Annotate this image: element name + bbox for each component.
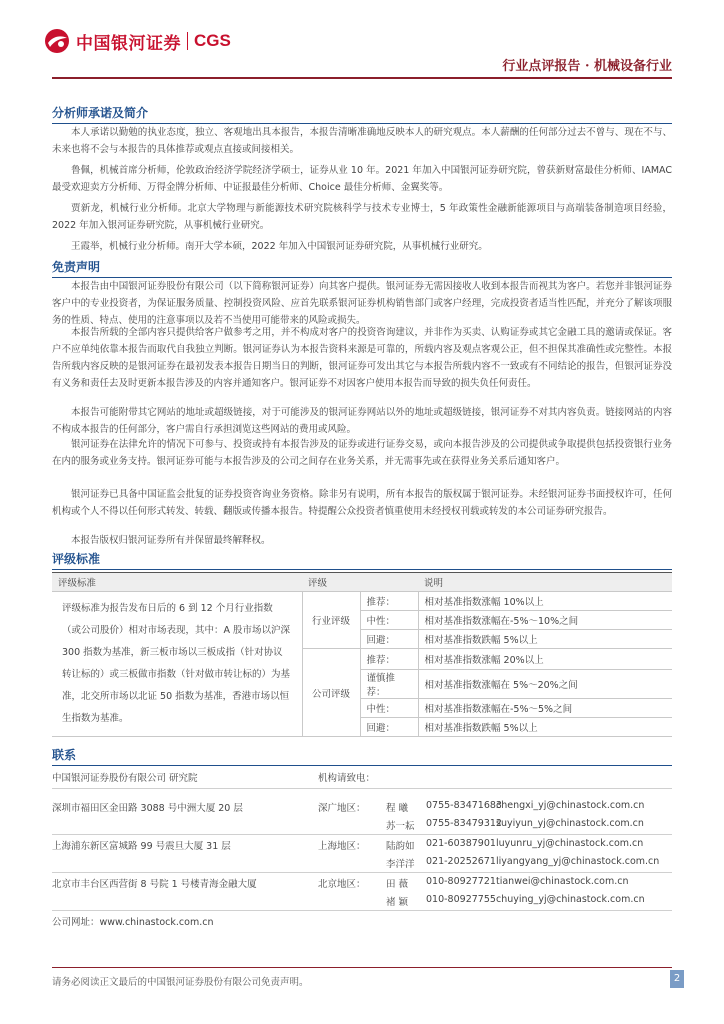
contact-name: 陆韵如 xyxy=(386,841,415,852)
header-rating: 评级 xyxy=(302,573,360,592)
rating-desc: 相对基准指数涨幅 10%以上 xyxy=(418,592,672,611)
contact-phone: 010-80927721 xyxy=(426,876,496,887)
disclaimer-para-4: 银河证券在法律允许的情况下可参与、投资或持有本报告涉及的证券或进行证券交易，或向本报告涉及的公司提供或争取提供包括投资银行业务在内的服务或业务支持。银河证券可能与本报告涉及的公司之间存在业务关系，并无需事先或在获得业务关系后通知客户。 xyxy=(52,439,672,467)
company-rating-label: 公司评级 xyxy=(302,649,360,737)
contact-row-shanghai-1 xyxy=(52,838,672,856)
rating-label: 回避： xyxy=(360,630,418,649)
rating-section-title: 评级标准 xyxy=(52,550,672,570)
office-address: 深圳市福田区金田路 3088 号中洲大厦 20 层 xyxy=(52,803,243,814)
disclaimer-para-3: 本报告可能附带其它网站的地址或超级链接，对于可能涉及的银河证券网站以外的地址或超级链接，银河证券不对其内容负责。链接网站的内容不构成本报告的任何部分，客户需自行承担浏览这些网站的费用或风险。 xyxy=(52,407,672,435)
disclaimer-section-title: 免责声明 xyxy=(52,258,672,278)
contact-email[interactable]: tianwei@chinastock.com.cn xyxy=(496,876,629,887)
office-region: 北京地区： xyxy=(318,879,366,890)
divider xyxy=(52,910,672,911)
galaxy-logo-icon xyxy=(44,28,70,54)
divider xyxy=(52,834,672,835)
rating-desc: 相对基准指数涨幅在-5%～10%之间 xyxy=(418,611,672,630)
contact-phone: 0755-83471683 xyxy=(426,800,502,811)
company-name: 中国银河证券股份有限公司 研究院 xyxy=(52,773,198,784)
sales-header: 机构请致电： xyxy=(318,773,376,784)
contact-phone: 021-60387901 xyxy=(426,838,496,849)
disclaimer-para-5: 银河证券已具备中国证监会批复的证券投资咨询业务资格。除非另有说明，所有本报告的版权属于银河证券。未经银河证券书面授权许可，任何机构或个人不得以任何形式转发、转载、翻版或传播本报告。特提醒公众投资者慎重使用未经授权刊载或转发的本公司证券研究报告。 xyxy=(52,489,672,517)
contact-email[interactable]: suyiyun_yj@chinastock.com.cn xyxy=(496,818,644,829)
analyst-bio-lu: 鲁佩，机械首席分析师，伦敦政治经济学院经济学硕士，证券从业 10 年。2021 年加入中国银河证券研究院，曾获新财富最佳分析师、IAMAC 最受欢迎卖方分析师、万得金牌分析师、中证报最佳分析师、Choice 最佳分析师、金翼奖等。 xyxy=(52,165,672,193)
website-row xyxy=(52,914,672,932)
analyst-bio-wang: 王霞举，机械行业分析师。南开大学本硕，2022 年加入中国银河证券研究院，从事机械行业研究。 xyxy=(71,241,488,252)
rating-desc: 相对基准指数涨幅在-5%～5%之间 xyxy=(418,699,672,718)
office-address: 北京市丰台区西营街 8 号院 1 号楼青海金融大厦 xyxy=(52,879,257,890)
rating-standard-description: 评级标准为报告发布日后的 6 到 12 个月行业指数（或公司股价）相对市场表现，其中：A 股市场以沪深 300 指数为基准，新三板市场以三板成指（针对协议转让标的）或三板做市指数（针对做市转让标的）为基准，北交所市场以北证 50 指数为基准，香港市场以恒生指数为基准。 xyxy=(52,592,302,737)
analyst-section-title: 分析师承诺及简介 xyxy=(52,104,672,124)
contact-name: 程 曦 xyxy=(386,803,409,814)
contact-header-row xyxy=(52,770,672,788)
rating-label: 中性： xyxy=(360,611,418,630)
logo-divider xyxy=(187,32,188,50)
contact-email[interactable]: chengxi_yj@chinastock.com.cn xyxy=(496,800,645,811)
company-logo xyxy=(44,28,231,54)
rating-table-header xyxy=(52,573,672,592)
rating-label: 中性： xyxy=(360,699,418,718)
analyst-bio-jia: 贾新龙，机械行业分析师。北京大学物理与新能源技术研究院核科学与技术专业博士，5 年政策性金融新能源项目与高端装备制造项目经验，2022 年加入银河证券研究院，从事机械行业研究。 xyxy=(52,203,672,231)
table-row xyxy=(52,592,672,611)
rating-label: 谨慎推荐： xyxy=(360,670,418,699)
report-type: 行业点评报告 · 机械设备行业 xyxy=(502,59,672,74)
office-region: 上海地区： xyxy=(318,841,366,852)
divider xyxy=(52,788,672,789)
rating-table xyxy=(52,572,672,737)
contact-email[interactable]: luyunru_yj@chinastock.com.cn xyxy=(496,838,644,849)
contact-name: 苏一耘 xyxy=(386,821,415,832)
logo-english-name: CGS xyxy=(194,31,231,50)
office-region: 深广地区： xyxy=(318,803,366,814)
contact-email[interactable]: liyangyang_yj@chinastock.com.cn xyxy=(496,856,660,867)
company-website-link[interactable]: 公司网址：www.chinastock.com.cn xyxy=(52,917,214,928)
divider xyxy=(52,872,672,873)
page-number: 2 xyxy=(670,970,684,988)
contact-phone: 021-20252671 xyxy=(426,856,496,867)
contact-name: 褚 颖 xyxy=(386,897,409,908)
contact-phone: 010-80927755 xyxy=(426,894,496,905)
rating-label: 推荐： xyxy=(360,592,418,611)
industry-rating-label: 行业评级 xyxy=(302,592,360,649)
rating-desc: 相对基准指数跌幅 5%以上 xyxy=(418,630,672,649)
header-blank xyxy=(360,573,418,592)
header-divider xyxy=(52,77,672,79)
disclaimer-para-6: 本报告版权归银河证券所有并保留最终解释权。 xyxy=(71,535,271,546)
contact-row-beijing-1 xyxy=(52,876,672,894)
rating-desc: 相对基准指数跌幅 5%以上 xyxy=(418,718,672,737)
contact-section-title: 联系 xyxy=(52,746,672,766)
footer-disclaimer-note: 请务必阅读正文最后的中国银河证券股份有限公司免责声明。 xyxy=(52,977,309,988)
rating-desc: 相对基准指数涨幅在 5%～20%之间 xyxy=(418,670,672,699)
disclaimer-para-2: 本报告所载的全部内容只提供给客户做参考之用，并不构成对客户的投资咨询建议，并非作为买卖、认购证券或其它金融工具的邀请或保证。客户不应单纯依靠本报告而取代自我独立判断。银河证券认为本报告资料来源是可靠的，所载内容及观点客观公正，但不担保其准确性或完整性。本报告所载内容反映的是银河证券在最初发表本报告日期当日的判断，银河证券可发出其它与本报告所载内容不一致或有不同结论的报告，但银河证券没有义务和责任去及时更新本报告涉及的内容并通知客户。银河证券不对因客户使用本报告而导致的损失负任何责任。 xyxy=(52,327,672,389)
office-address: 上海浦东新区富城路 99 号震旦大厦 31 层 xyxy=(52,841,231,852)
contact-row-shenzhen-1 xyxy=(52,800,672,818)
rating-label: 推荐： xyxy=(360,649,418,670)
contact-email[interactable]: chuying_yj@chinastock.com.cn xyxy=(496,894,645,905)
contact-phone: 0755-83479312 xyxy=(426,818,502,829)
footer-divider xyxy=(52,967,672,968)
logo-chinese-name: 中国银河证券 xyxy=(76,33,181,54)
header-description: 说明 xyxy=(418,573,672,592)
header-standard: 评级标准 xyxy=(52,573,302,592)
analyst-commitment: 本人承诺以勤勉的执业态度，独立、客观地出具本报告，本报告清晰准确地反映本人的研究观点。本人薪酬的任何部分过去不曾与、现在不与、未来也将不会与本报告的具体推荐或观点直接或间接相关。 xyxy=(52,127,672,155)
disclaimer-para-1: 本报告由中国银河证券股份有限公司（以下简称银河证券）向其客户提供。银河证券无需因接收人收到本报告而视其为客户。若您并非银河证券客户中的专业投资者，为保证服务质量、控制投资风险、应首先联系银河证券机构销售部门或客户经理，完成投资者适当性匹配，并充分了解该项服务的性质、特点、使用的注意事项以及若不当使用可能带来的风险或损失。 xyxy=(52,281,672,326)
contact-name: 田 薇 xyxy=(386,879,409,890)
contact-name: 李洋洋 xyxy=(386,859,415,870)
rating-label: 回避： xyxy=(360,718,418,737)
rating-desc: 相对基准指数涨幅 20%以上 xyxy=(418,649,672,670)
